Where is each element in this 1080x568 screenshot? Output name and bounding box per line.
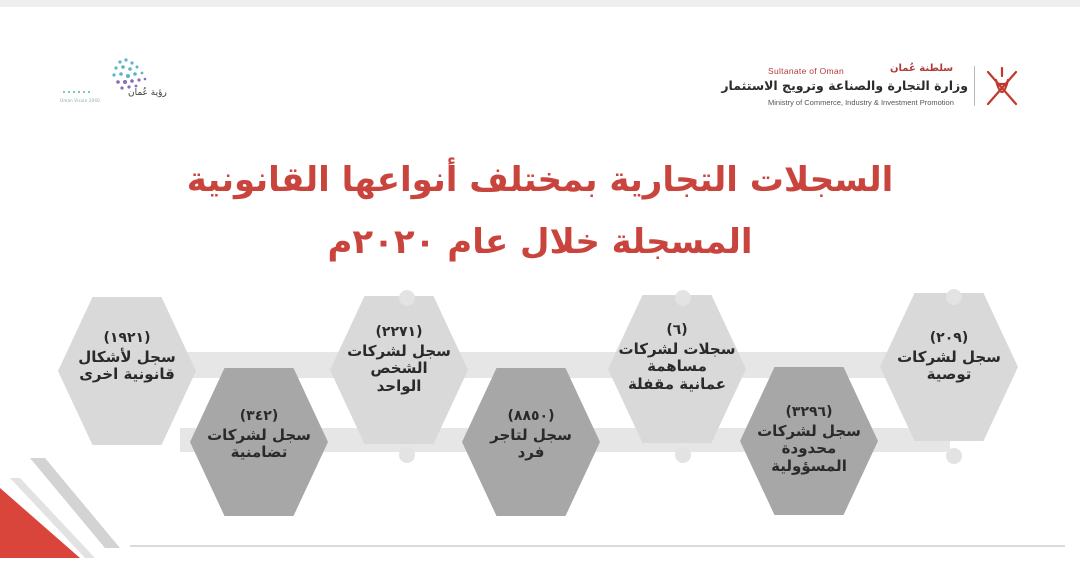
record-count: (٣٤٢) [239, 408, 279, 424]
dot [399, 447, 415, 463]
ministry-ar-name: وزارة التجارة والصناعة وترويج الاستثمار [721, 78, 968, 93]
record-label: الواحد [376, 376, 422, 395]
page-title: السجلات التجارية بمختلف أنواعها القانونية [186, 160, 894, 200]
footer-line [130, 545, 1065, 547]
record-count: (٦) [666, 322, 688, 338]
ministry-ar-top: سلطنة عُمان [890, 63, 954, 74]
vision-subtitle: Oman Vision 2040 [60, 98, 100, 103]
record-label: سجلات لشركات [618, 339, 736, 358]
record-label: سجل لتاجر [490, 425, 572, 444]
dot [946, 448, 962, 464]
dot [399, 290, 415, 306]
oman-vision-logo [60, 54, 170, 110]
ministry-en-top: Sultanate of Oman [768, 66, 844, 76]
record-label: سجل لشركات [347, 341, 451, 360]
record-label: مساهمة [647, 357, 707, 376]
dot [675, 447, 691, 463]
record-count: (٨٨٥٠) [507, 408, 555, 424]
dot [946, 289, 962, 305]
record-label: سجل لشركات [757, 421, 861, 440]
oman-emblem-icon [982, 64, 1022, 108]
page-subtitle: المسجلة خلال عام ٢٠٢٠م [327, 222, 753, 262]
record-other-legal-forms [58, 330, 196, 384]
record-label: محدودة [781, 439, 837, 458]
record-count: (٢٠٩) [929, 330, 969, 346]
vision-title: رؤية عُمان [128, 88, 167, 98]
record-label: سجل لشركات [207, 425, 311, 444]
record-single-person [330, 324, 468, 396]
ministry-en-name: Ministry of Commerce, Industry & Investment Promotion [768, 98, 954, 107]
record-count: (١٩٢١) [103, 330, 151, 346]
record-closed-joint-stock [608, 322, 746, 394]
record-label: تضامنية [230, 443, 288, 462]
record-label: المسؤولية [771, 456, 847, 475]
ministry-divider [974, 66, 975, 106]
record-label: عمانية مقفلة [627, 374, 727, 393]
top-bar [0, 0, 1080, 7]
record-label: فرد [517, 443, 545, 462]
ministry-logo [721, 62, 1040, 114]
record-label: قانونية اخرى [79, 365, 175, 384]
record-label: سجل لأشكال [78, 347, 176, 366]
record-llc [740, 404, 878, 476]
record-sole-trader [462, 408, 600, 462]
dot [675, 290, 691, 306]
record-limited-partnership [880, 330, 1018, 384]
record-general-partnership [190, 408, 328, 462]
record-label: الشخص [370, 359, 428, 378]
corner-decoration [0, 458, 120, 558]
record-count: (٢٢٧١) [375, 324, 423, 340]
record-label: توصية [926, 365, 972, 384]
record-label: سجل لشركات [897, 347, 1001, 366]
record-count: (٣٢٩٦) [785, 404, 833, 420]
